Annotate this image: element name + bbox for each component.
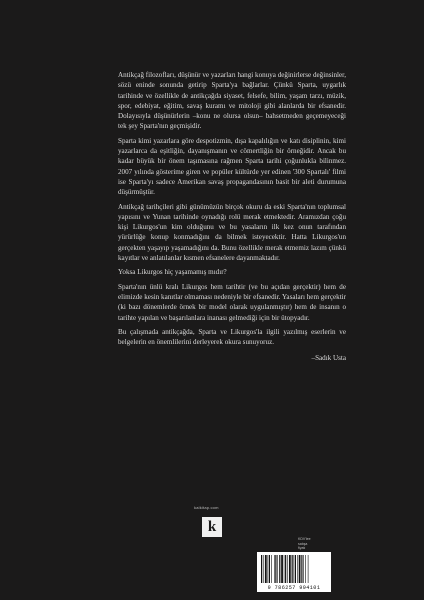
blurb-paragraph-5: Bu çalışmada antikçağda, Sparta ve Likurgos'la ilgili yazılmış eserlerin ve belgelerin en önemlilerini derleyerek okura sunuyoruz. [118, 327, 346, 347]
barcode-bar [285, 555, 286, 583]
barcode-bars-icon [260, 555, 328, 583]
barcode-bar [275, 555, 276, 583]
barcode-bar [284, 555, 285, 583]
blurb-text [118, 70, 346, 364]
barcode-bar [299, 555, 301, 583]
barcode-bar [295, 555, 296, 583]
barcode-bar [263, 555, 264, 583]
barcode-bar [268, 555, 269, 583]
price-line: fiyatı [298, 546, 306, 550]
cover-footer [0, 505, 424, 600]
barcode-bar [292, 555, 293, 583]
isbn-barcode [257, 552, 331, 592]
publisher-logo-letter: k [207, 518, 217, 535]
barcode-bar [265, 555, 267, 583]
barcode-bar [281, 555, 283, 583]
publisher-website: kalkitap.com [194, 505, 219, 510]
barcode-bar [269, 555, 270, 583]
barcode-bar [271, 555, 272, 583]
barcode-bar [261, 555, 262, 583]
blurb-question: Yoksa Likurgos hiç yaşamamış mıdır? [118, 268, 227, 277]
author-signature: –Sadık Usta [311, 354, 346, 363]
isbn-number: 9 786257 994101 [267, 585, 321, 591]
barcode-bar [301, 555, 302, 583]
price-line: KDV'lee [298, 537, 311, 541]
barcode-bar [305, 555, 306, 583]
barcode-bar [279, 555, 280, 583]
barcode-bar [297, 555, 298, 583]
publisher-logo-icon [202, 517, 222, 537]
barcode-bar [294, 555, 295, 583]
barcode-bar [289, 555, 291, 583]
blurb-paragraph-1: Antikçağ filozofları, düşünür ve yazarları hangi konuya değinirlerse değinsinler, sözü eninde sonunda getirip Sparta'ya bağlarlar. Çünkü Sparta, uygarlık tarihinde ve özellikle de antikçağda siyaset, felsefe, bilim, yaşam tarzı, müzik, spor, edebiyat, eğitim, savaş kuramı ve mitoloji gibi alanlarda bir efsanedir. Dolayısıyla düşünürlerin –konu ne olursa olsun– bahsetmeden geçemeyeceği tek şey Sparta'nın geçmişidir. [118, 71, 346, 131]
blurb-paragraph-2: Sparta kimi yazarlara göre despotizmin, dışa kapalılığın ve katı disiplinin, kimi yazarlarca da eşitliğin, dayanışmanın ve cömertliğin bir örneğidir. Ancak bu kadar büyük bir önem taşımasına rağmen Sparta tarihi çoğunlukla bilinmez. 2007 yılında gösterime giren ve popüler kültürde yer edinen '300 Spartalı' filmi ise Sparta'yı sadece Amerikan savaş propagandasının basit bir aleti durumuna düşürmüştür. [118, 136, 346, 197]
barcode-bar [287, 555, 288, 583]
price-label [298, 537, 324, 551]
barcode-bar [277, 555, 278, 583]
barcode-bar [308, 555, 309, 583]
price-line: satışa [298, 541, 308, 546]
barcode-bar [274, 555, 275, 583]
barcode-bar [303, 555, 304, 583]
blurb-paragraph-3: Antikçağ tarihçileri gibi günümüzün birçok okuru da eski Sparta'nın toplumsal yapısını ve Yunan tarihinde oynadığı rolü merak etmektedir. Aramızdan çoğu kişi Likurgos'un kim olduğunu ve bu yasaların ilk kez onun tarafından yürürlüğe konup konmadığını da bilmek isteyecektir. Hatta Likurgos'un gerçekten yaşayıp yaşamadığını da. Bunu özellikle merak etmemiz lazım çünkü kayıtlar ve anlatılanlar kısmen efsanelere dayanmaktadır. [118, 202, 346, 263]
blurb-paragraph-4: Sparta'nın ünlü kralı Likurgos hem tarihtir (ve bu açıdan gerçektir) hem de elimizde kesin kanıtlar olmaması nedeniyle bir efsanedir. Yasaları hem gerçektir (ki bazı dönemlerde örnek bir model olarak uygulanmıştır) hem de insanın o tarihte yapılan ve başarılanlara inanası gelmediği için bir ütopyadır. [118, 282, 346, 322]
